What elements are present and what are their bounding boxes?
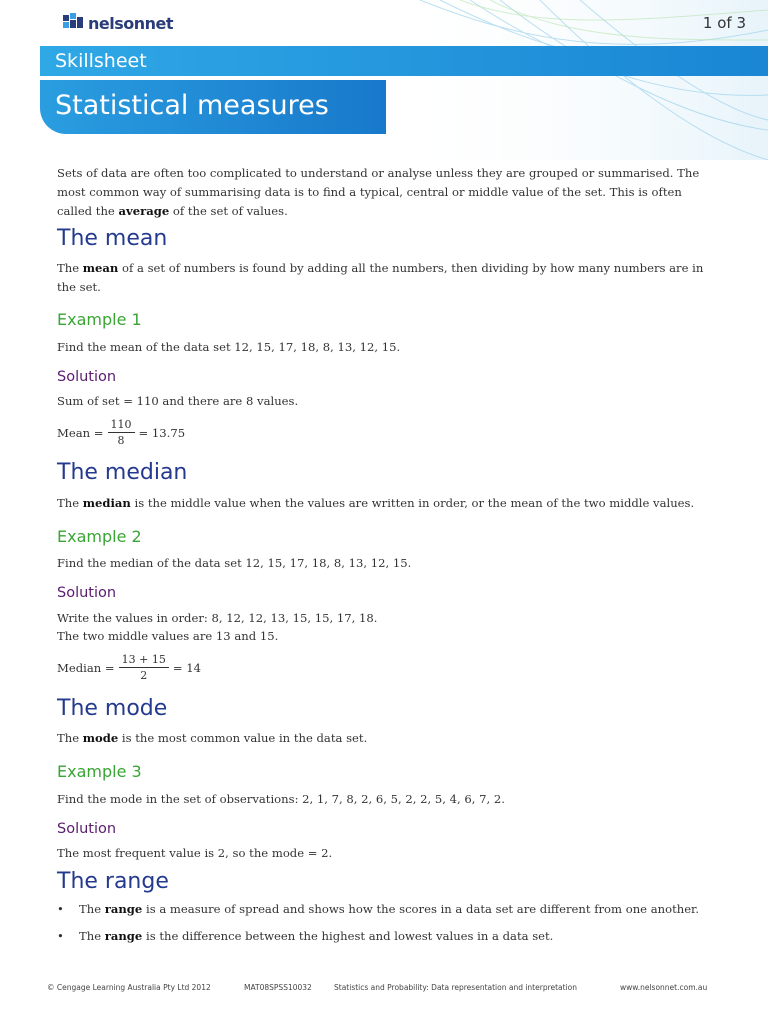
median-calc-label: Median =: [57, 660, 115, 675]
solution-2-line-2: The two middle values are 13 and 15.: [57, 629, 279, 643]
range-bullet-1-a: The: [79, 902, 105, 916]
footer-url[interactable]: www.nelsonnet.com.au: [620, 983, 708, 992]
footer-code: MAT08SPSS10032: [244, 983, 312, 992]
median-calculation: [57, 653, 201, 682]
mode-def-a: The: [57, 731, 83, 745]
median-fraction: [119, 653, 169, 682]
median-fraction-denominator: 2: [140, 669, 148, 682]
intro-text-1: Sets of data are often too complicated to understand or analyse unless they are grouped or summarised. The most common way of summarising data is to find a typical, central or middle value of the set. This is often called the: [57, 166, 700, 218]
brand-logo: [62, 12, 173, 34]
solution-1-heading: Solution: [57, 369, 117, 385]
heading-range: The range: [57, 869, 169, 894]
range-bullet-2-b: is the difference between the highest and lowest values in a data set.: [142, 929, 554, 943]
mean-calculation: [57, 418, 185, 447]
median-calc-result: = 14: [172, 660, 202, 675]
mode-def-bold: mode: [82, 731, 119, 745]
mean-def-bold: mean: [82, 261, 119, 275]
mean-definition: [57, 259, 717, 297]
footer-copyright: © Cengage Learning Australia Pty Ltd 2012: [47, 983, 211, 992]
median-def-a: The: [57, 496, 83, 510]
intro-bold: average: [118, 204, 170, 218]
band-label: Skillsheet: [55, 50, 147, 72]
solution-3-line: The most frequent value is 2, so the mode = 2.: [57, 846, 333, 860]
example-2-text: Find the median of the data set 12, 15, 17, 18, 8, 13, 12, 15.: [57, 556, 412, 570]
skillsheet-band: [40, 46, 768, 76]
mode-definition: [57, 729, 717, 748]
solution-2-line-1: Write the values in order: 8, 12, 12, 13, 15, 15, 17, 18.: [57, 611, 378, 625]
heading-mode: The mode: [57, 696, 168, 721]
range-bullet: [57, 902, 737, 916]
nelsonnet-logo-icon: [62, 12, 84, 34]
example-1-text: Find the mean of the data set 12, 15, 17, 18, 8, 13, 12, 15.: [57, 340, 401, 354]
solution-1-line: Sum of set = 110 and there are 8 values.: [57, 394, 299, 408]
heading-mean: The mean: [57, 226, 168, 251]
median-def-bold: median: [82, 496, 131, 510]
range-bullet: [57, 929, 737, 943]
mean-def-a: The: [57, 261, 83, 275]
brand-name: nelsonnet: [88, 13, 174, 33]
solution-3-heading: Solution: [57, 821, 117, 837]
range-bullet-1-b: is a measure of spread and shows how the scores in a data set are different from one another.: [142, 902, 700, 916]
median-def-b: is the middle value when the values are written in order, or the mean of the two middle values.: [130, 496, 695, 510]
intro-paragraph: [57, 164, 717, 221]
bullet-marker: •: [57, 929, 64, 943]
page-title: Statistical measures: [55, 90, 329, 121]
range-bullet-1-bold: range: [104, 902, 143, 916]
range-bullet-2-bold: range: [104, 929, 143, 943]
bullet-marker: •: [57, 902, 64, 916]
mode-def-b: is the most common value in the data set.: [118, 731, 368, 745]
range-bullet-2-a: The: [79, 929, 105, 943]
mean-fraction-denominator: 8: [117, 434, 125, 447]
example-3-text: Find the mode in the set of observations: 2, 1, 7, 8, 2, 6, 5, 2, 2, 5, 4, 6, 7, 2.: [57, 792, 505, 806]
mean-calc-label: Mean =: [57, 425, 104, 440]
solution-2-heading: Solution: [57, 585, 117, 601]
median-definition: [57, 494, 717, 513]
footer-topic: Statistics and Probability: Data representation and interpretation: [334, 983, 578, 992]
heading-median: The median: [57, 460, 188, 485]
example-1-heading: Example 1: [57, 310, 142, 329]
example-2-heading: Example 2: [57, 527, 142, 546]
title-box: [40, 80, 386, 134]
mean-def-b: of a set of numbers is found by adding all the numbers, then dividing by how many numbers are in the set.: [57, 261, 704, 294]
median-fraction-numerator: 13 + 15: [119, 653, 169, 668]
example-3-heading: Example 3: [57, 762, 142, 781]
mean-calc-result: = 13.75: [138, 425, 186, 440]
mean-fraction-numerator: 110: [108, 418, 135, 433]
mean-fraction: [108, 418, 135, 447]
intro-text-2: of the set of values.: [169, 204, 288, 218]
page-indicator: 1 of 3: [702, 14, 746, 32]
